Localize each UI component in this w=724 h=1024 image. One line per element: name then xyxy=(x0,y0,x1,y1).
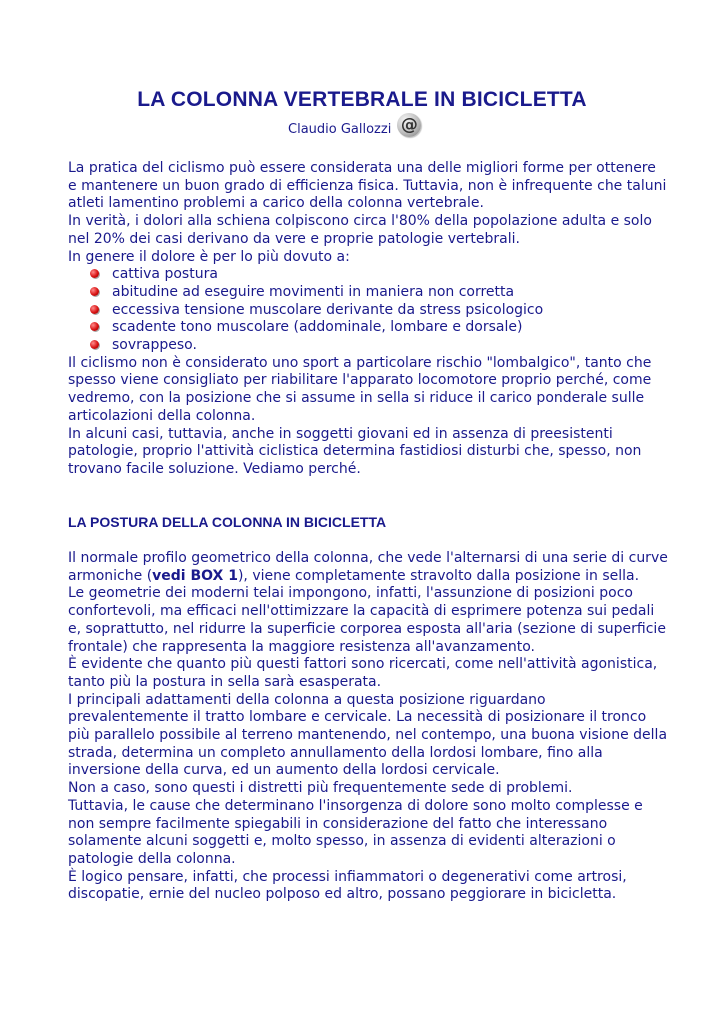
red-ball-bullet-icon xyxy=(90,305,99,314)
box-1-link[interactable]: vedi BOX 1 xyxy=(152,567,238,584)
red-ball-bullet-icon xyxy=(90,340,99,349)
posture-paragraph-1: Il normale profilo geometrico della colonna, che vede l'alternarsi di una serie di curve armoniche (vedi BOX 1), viene completamente stravolto dalla posizione in sella. xyxy=(68,550,668,584)
red-ball-bullet-icon xyxy=(90,322,99,331)
posture-paragraph-3: È evidente che quanto più questi fattori sono ricercati, come nell'attività agonistica, tanto più la postura in sella sarà esasperata. xyxy=(68,656,658,690)
document-title: LA COLONNA VERTEBRALE IN BICICLETTA xyxy=(137,88,587,111)
intro-paragraph-1: La pratica del ciclismo può essere considerata una delle migliori forme per ottenere e mantenere un buon grado di efficienza fisica. Tuttavia, non è infrequente che taluni atleti lamentino problemi a carico della colonna vertebrale. xyxy=(68,160,667,212)
list-item: eccessiva tensione muscolare derivante da stress psicologico xyxy=(90,302,668,320)
causes-list xyxy=(68,266,668,355)
posture-section xyxy=(68,550,668,904)
list-item: cattiva postura xyxy=(90,266,668,284)
intro-paragraph-5: In alcuni casi, tuttavia, anche in soggetti giovani ed in assenza di preesistenti patologie, proprio l'attività ciclistica determina fastidiosi disturbi che, spesso, non trovano facile soluzione. Vediamo perché. xyxy=(68,425,642,477)
posture-paragraph-7: È logico pensare, infatti, che processi infiammatori o degenerativi come artrosi, discopatie, ernie del nucleo polposo ed altro, possano peggiorare in bicicletta. xyxy=(68,868,627,903)
intro-paragraph-3: In genere il dolore è per lo più dovuto a: xyxy=(68,248,350,265)
intro-paragraph-4: Il ciclismo non è considerato uno sport a particolare rischio "lombalgico", tanto che spesso viene consigliato per riabilitare l'apparato locomotore proprio perché, come vedremo, con la posizione che si assume in sella si riduce il carico ponderale sulle articolazioni della colonna. xyxy=(68,354,652,424)
red-ball-bullet-icon xyxy=(90,287,99,296)
posture-paragraph-6: Tuttavia, le cause che determinano l'insorgenza di dolore sono molto complesse e non sempre facilmente spiegabili in considerazione del fatto che interessano solamente alcuni soggetti e, molto spesso, in assenza di evidenti alterazioni o patologie della colonna. xyxy=(68,797,643,867)
list-item: sovrappeso. xyxy=(90,337,668,355)
posture-paragraph-5: Non a caso, sono questi i distretti più frequentemente sede di problemi. xyxy=(68,780,573,797)
intro-section xyxy=(68,160,668,479)
intro-paragraph-2: In verità, i dolori alla schiena colpiscono circa l'80% della popolazione adulta e solo nel 20% dei casi derivano da vere e proprie patologie vertebrali. xyxy=(68,213,652,247)
at-icon[interactable]: @ xyxy=(397,113,421,137)
list-item: scadente tono muscolare (addominale, lombare e dorsale) xyxy=(90,319,668,337)
author-name: Claudio Gallozzi xyxy=(288,121,392,137)
section-heading: LA POSTURA DELLA COLONNA IN BICICLETTA xyxy=(68,514,387,530)
posture-paragraph-2: Le geometrie dei moderni telai impongono, infatti, l'assunzione di posizioni poco confortevoli, ma efficaci nell'ottimizzare la capacità di esprimere potenza sui pedali e, soprattutto, nel ridurre la superficie corporea esposta all'aria (sezione di superficie frontale) che rappresenta la maggiore resistenza all'avanzamento. xyxy=(68,585,666,655)
author-line xyxy=(288,114,421,144)
list-item: abitudine ad eseguire movimenti in maniera non corretta xyxy=(90,284,668,302)
posture-paragraph-4: I principali adattamenti della colonna a questa posizione riguardano prevalentemente il tratto lombare e cervicale. La necessità di posizionare il tronco più parallelo possibile al terreno mantenendo, nel contempo, una buona visione della strada, determina un completo annullamento della lordosi lombare, fino alla inversione della curva, ed un aumento della lordosi cervicale. xyxy=(68,691,668,779)
red-ball-bullet-icon xyxy=(90,269,99,278)
